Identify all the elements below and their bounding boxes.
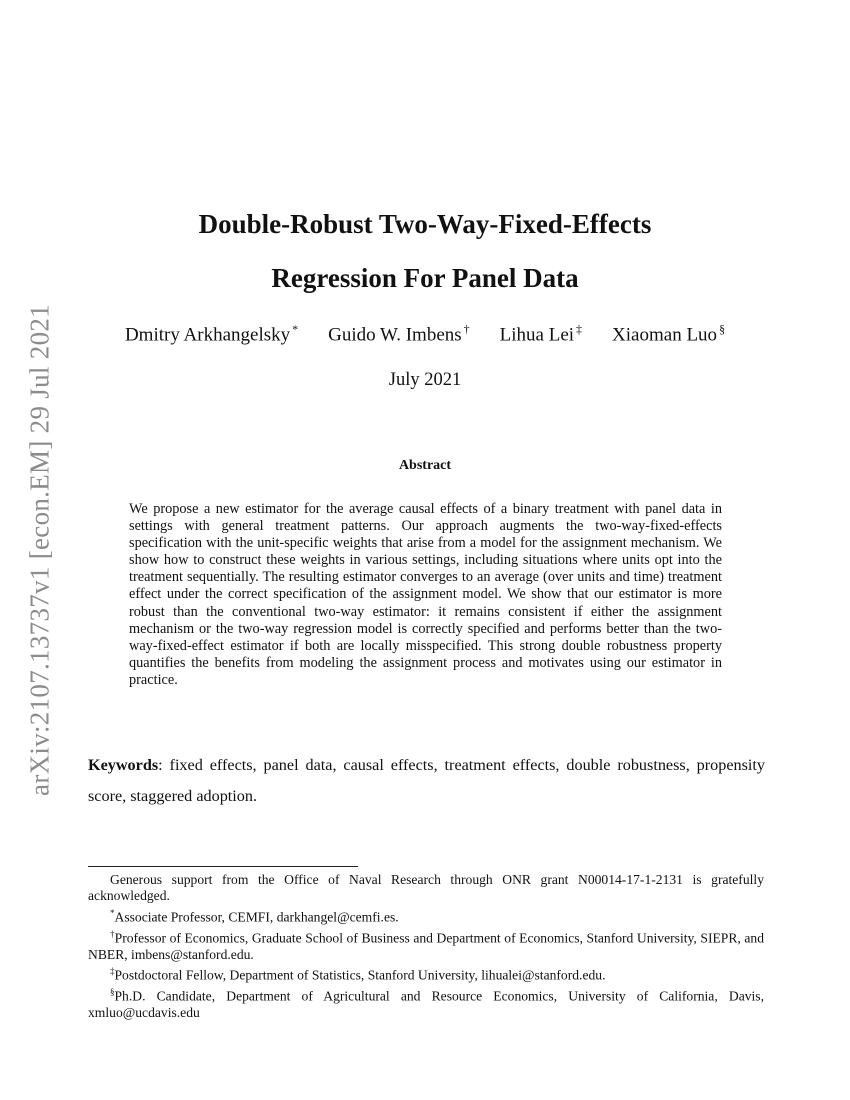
footnote-item — [88, 905, 764, 926]
author-footnote-mark: ‡ — [576, 322, 583, 336]
footnote-mark: † — [110, 928, 115, 939]
keywords-label: Keywords — [88, 756, 159, 774]
footnote-text: Professor of Economics, Graduate School of Business and Department of Economics, Stanford University, SIEPR, and NBER, imbens@stanford.edu. — [88, 930, 764, 962]
author-name: Guido W. Imbens — [328, 324, 462, 346]
author-name: Lihua Lei — [499, 324, 575, 346]
author-name: Dmitry Arkhangelsky — [124, 324, 291, 346]
footnote-item — [88, 963, 764, 984]
title-line-1: Double-Robust Two-Way-Fixed-Effects — [198, 209, 652, 239]
footnote-mark: * — [110, 907, 115, 918]
author — [125, 322, 298, 346]
title-line-2: Regression For Panel Data — [271, 263, 579, 293]
paper-title — [88, 197, 762, 305]
author-list — [88, 322, 762, 346]
abstract-heading: Abstract — [398, 458, 452, 473]
publication-date: July 2021 — [388, 370, 462, 390]
keywords — [88, 750, 765, 812]
author — [612, 322, 725, 346]
footnote-divider — [88, 866, 358, 867]
footnote-item — [88, 926, 764, 963]
author — [328, 322, 470, 346]
author-footnote-mark: * — [292, 322, 299, 336]
author-footnote-mark: § — [719, 322, 726, 336]
footnote-mark: § — [110, 987, 115, 998]
footnote-item — [88, 984, 764, 1021]
keywords-list: : fixed effects, panel data, causal effects, treatment effects, double robustness, propensity score, staggered adoption. — [88, 756, 765, 805]
author-footnote-mark: † — [463, 322, 470, 336]
funding-footnote: Generous support from the Office of Naval Research through ONR grant N00014-17-1-2131 is gratefully acknowledged. — [88, 872, 764, 904]
footnote-mark: ‡ — [110, 966, 115, 977]
footnote-text: Postdoctoral Fellow, Department of Statistics, Stanford University, lihualei@stanford.edu. — [114, 967, 606, 983]
author — [500, 322, 582, 346]
footnote-text: Ph.D. Candidate, Department of Agricultural and Resource Economics, University of California, Davis, xmluo@ucdavis.edu — [88, 988, 764, 1020]
author-name: Xiaoman Luo — [612, 324, 718, 346]
footnotes — [88, 872, 764, 1021]
arxiv-identifier-stamp[interactable]: arXiv:2107.13737v1 [econ.EM] 29 Jul 2021 — [24, 304, 55, 796]
abstract-text: We propose a new estimator for the average causal effects of a binary treatment with panel data in settings with general treatment patterns. Our approach augments the two-way-fixed-effects specification with the unit-specific weights that arise from a model for the assignment mechanism. We show how to construct these weights in various settings, including situations where units opt into the treatment sequentially. The resulting estimator converges to an average (over units and time) treatment effect under the correct specification of the assignment model. We show that our estimator is more robust than the conventional two-way estimator: it remains consistent if either the assignment mechanism or the two-way regression model is correctly specified and performs better than the two-way-fixed-effect estimator if both are locally misspecified. This strong double robustness property quantifies the benefits from modeling the assignment process and motivates using our estimator in practice. — [129, 501, 722, 688]
footnote-text: Associate Professor, CEMFI, darkhangel@cemfi.es. — [114, 909, 399, 925]
